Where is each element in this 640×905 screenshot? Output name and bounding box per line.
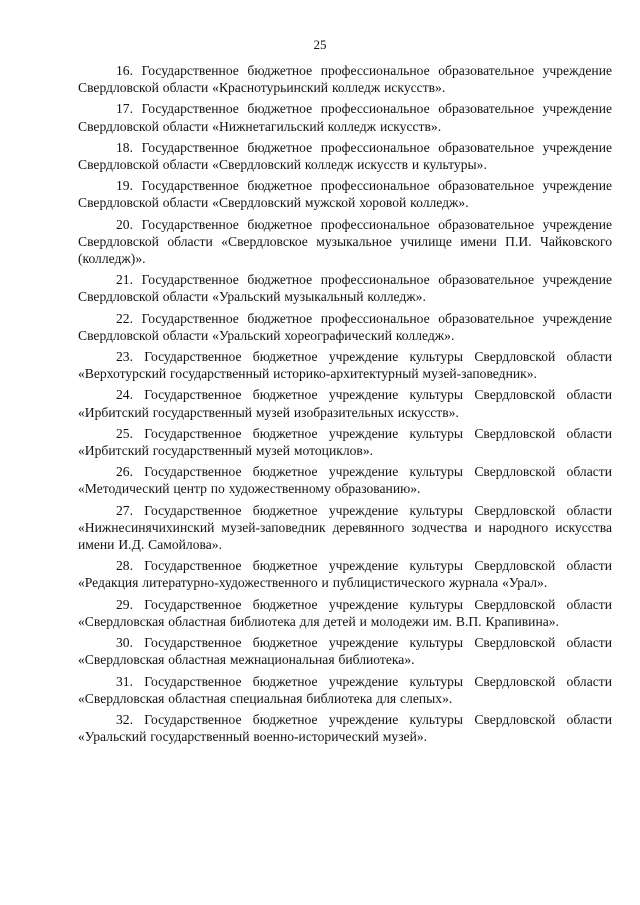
list-item: 21. Государственное бюджетное профессиональное образовательное учреждение Свердловской области «Уральский музыкальный колледж».: [78, 272, 612, 305]
list-item: 23. Государственное бюджетное учреждение культуры Свердловской области «Верхотурский государственный историко-архитектурный музей-заповедник».: [78, 349, 612, 382]
list-item: 26. Государственное бюджетное учреждение культуры Свердловской области «Методический центр по художественному образованию».: [78, 464, 612, 497]
list-item: 28. Государственное бюджетное учреждение культуры Свердловской области «Редакция литературно-художественного и публицистического журнала «Урал».: [78, 558, 612, 591]
list-item: 19. Государственное бюджетное профессиональное образовательное учреждение Свердловской области «Свердловский мужской хоровой колледж».: [78, 178, 612, 211]
list-item: 22. Государственное бюджетное профессиональное образовательное учреждение Свердловской области «Уральский хореографический колледж».: [78, 310, 612, 343]
list-item: 16. Государственное бюджетное профессиональное образовательное учреждение Свердловской области «Краснотурьинский колледж искусств».: [78, 63, 612, 96]
list-item: 31. Государственное бюджетное учреждение культуры Свердловской области «Свердловская областная специальная библиотека для слепых».: [78, 673, 612, 706]
list-item: 17. Государственное бюджетное профессиональное образовательное учреждение Свердловской области «Нижнетагильский колледж искусств».: [78, 101, 612, 134]
list-item: 30. Государственное бюджетное учреждение культуры Свердловской области «Свердловская областная межнациональная библиотека».: [78, 635, 612, 668]
list-item: 20. Государственное бюджетное профессиональное образовательное учреждение Свердловской области «Свердловское музыкальное училище имени П.И. Чайковского (колледж)».: [78, 216, 612, 267]
list-item: 18. Государственное бюджетное профессиональное образовательное учреждение Свердловской области «Свердловский колледж искусств и культуры».: [78, 139, 612, 173]
page-number: 25: [313, 37, 327, 52]
list-item: 25. Государственное бюджетное учреждение культуры Свердловской области «Ирбитский государственный музей мотоциклов».: [78, 425, 612, 459]
organization-list: [78, 62, 612, 749]
list-item: 27. Государственное бюджетное учреждение культуры Свердловской области «Нижнесинячихинский музей-заповедник деревянного зодчества и народного искусства имени И.Д. Самойлова».: [78, 502, 612, 553]
list-item: 29. Государственное бюджетное учреждение культуры Свердловской области «Свердловская областная библиотека для детей и молодежи им. В.П. Крапивина».: [78, 596, 612, 629]
list-item: 24. Государственное бюджетное учреждение культуры Свердловской области «Ирбитский государственный музей изобразительных искусств».: [78, 387, 612, 420]
list-item: 32. Государственное бюджетное учреждение культуры Свердловской области «Уральский государственный военно-исторический музей».: [78, 711, 612, 745]
